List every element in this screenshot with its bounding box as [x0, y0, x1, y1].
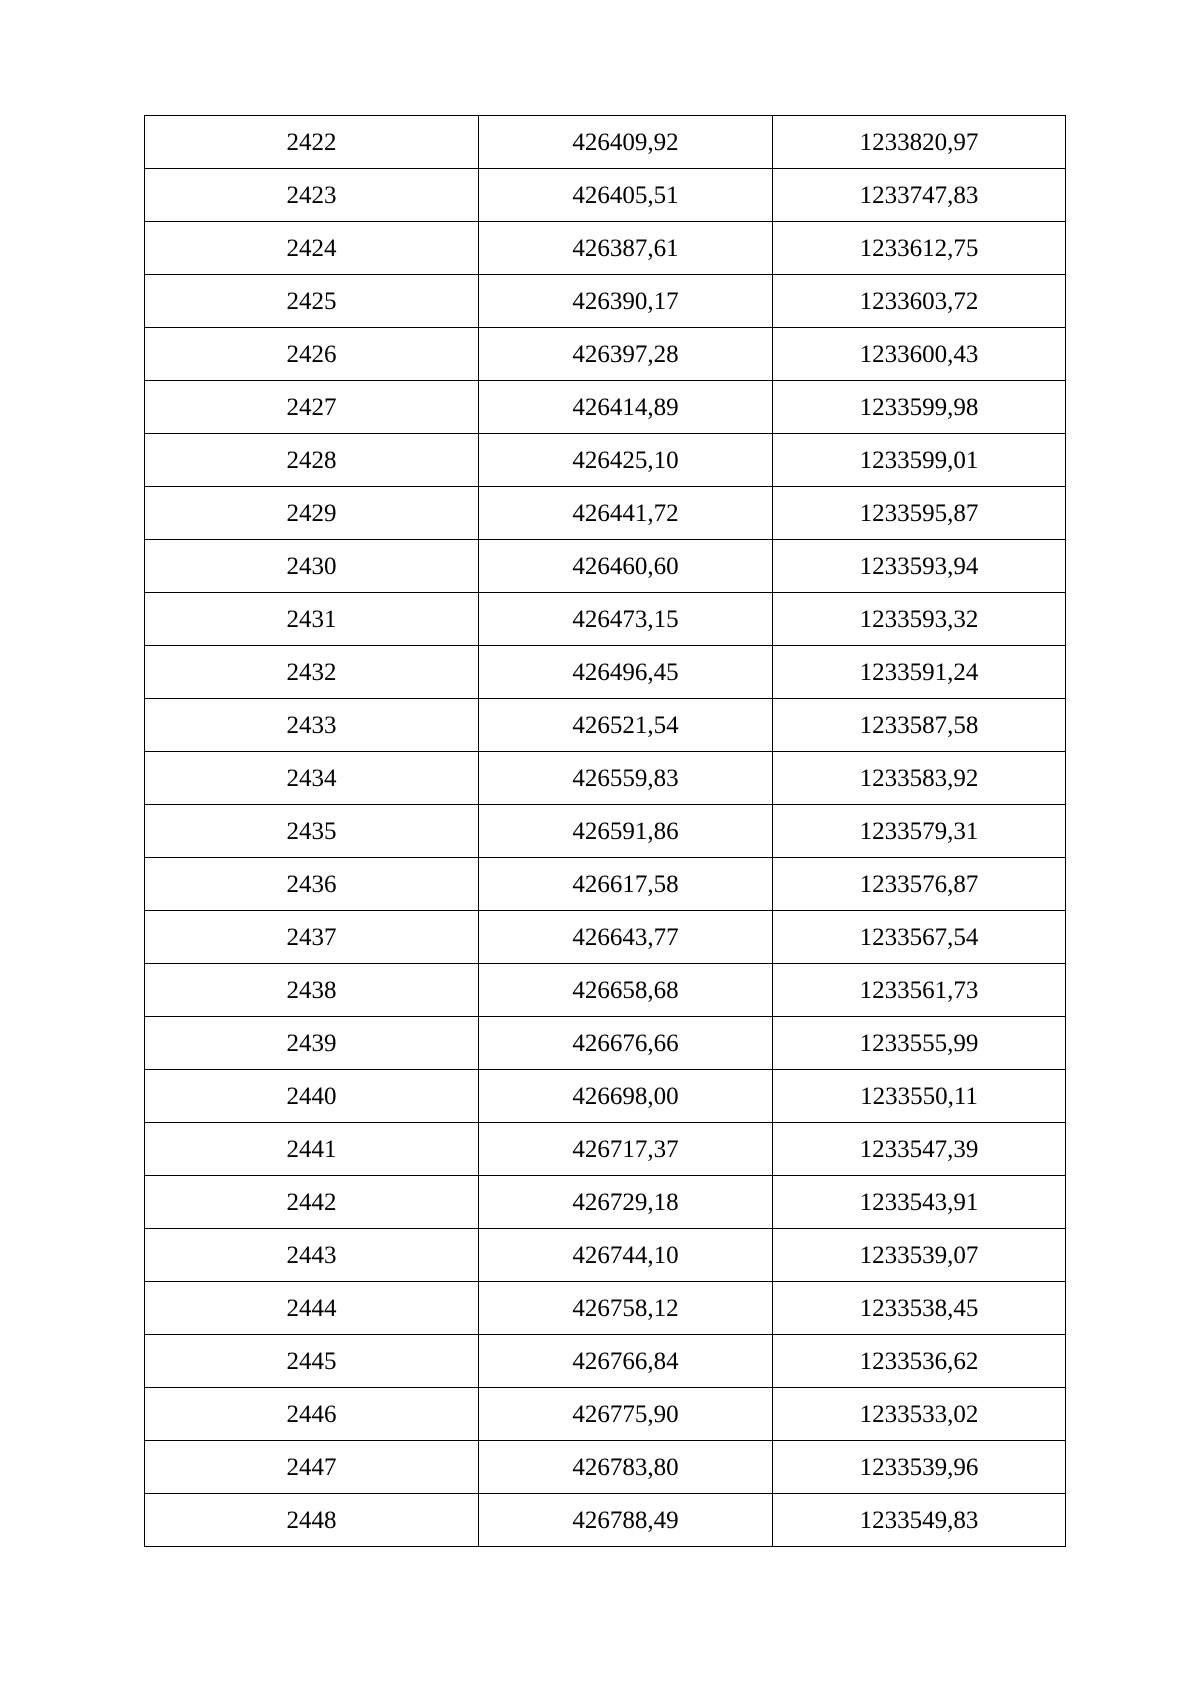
point-number-cell: 2442: [145, 1176, 479, 1229]
y-coordinate-cell: 1233820,97: [773, 116, 1066, 169]
y-coordinate-cell: 1233593,94: [773, 540, 1066, 593]
point-number-cell: 2427: [145, 381, 479, 434]
x-coordinate-cell: 426729,18: [479, 1176, 773, 1229]
x-coordinate-cell: 426591,86: [479, 805, 773, 858]
x-coordinate-cell: 426409,92: [479, 116, 773, 169]
x-coordinate-cell: 426390,17: [479, 275, 773, 328]
y-coordinate-cell: 1233599,01: [773, 434, 1066, 487]
table-row: [145, 1070, 1066, 1123]
y-coordinate-cell: 1233567,54: [773, 911, 1066, 964]
point-number-cell: 2432: [145, 646, 479, 699]
point-number-cell: 2424: [145, 222, 479, 275]
x-coordinate-cell: 426643,77: [479, 911, 773, 964]
x-coordinate-cell: 426460,60: [479, 540, 773, 593]
x-coordinate-cell: 426744,10: [479, 1229, 773, 1282]
point-number-cell: 2440: [145, 1070, 479, 1123]
x-coordinate-cell: 426473,15: [479, 593, 773, 646]
point-number-cell: 2423: [145, 169, 479, 222]
y-coordinate-cell: 1233539,96: [773, 1441, 1066, 1494]
y-coordinate-cell: 1233576,87: [773, 858, 1066, 911]
x-coordinate-cell: 426496,45: [479, 646, 773, 699]
point-number-cell: 2445: [145, 1335, 479, 1388]
y-coordinate-cell: 1233583,92: [773, 752, 1066, 805]
point-number-cell: 2435: [145, 805, 479, 858]
point-number-cell: 2447: [145, 1441, 479, 1494]
y-coordinate-cell: 1233538,45: [773, 1282, 1066, 1335]
table-row: [145, 805, 1066, 858]
table-row: [145, 1229, 1066, 1282]
y-coordinate-cell: 1233587,58: [773, 699, 1066, 752]
point-number-cell: 2436: [145, 858, 479, 911]
point-number-cell: 2441: [145, 1123, 479, 1176]
x-coordinate-cell: 426788,49: [479, 1494, 773, 1547]
point-number-cell: 2437: [145, 911, 479, 964]
coordinates-table-body: [145, 116, 1066, 1547]
x-coordinate-cell: 426758,12: [479, 1282, 773, 1335]
y-coordinate-cell: 1233593,32: [773, 593, 1066, 646]
y-coordinate-cell: 1233533,02: [773, 1388, 1066, 1441]
table-row: [145, 752, 1066, 805]
table-row: [145, 328, 1066, 381]
y-coordinate-cell: 1233561,73: [773, 964, 1066, 1017]
x-coordinate-cell: 426441,72: [479, 487, 773, 540]
table-row: [145, 646, 1066, 699]
table-row: [145, 222, 1066, 275]
y-coordinate-cell: 1233603,72: [773, 275, 1066, 328]
point-number-cell: 2438: [145, 964, 479, 1017]
x-coordinate-cell: 426698,00: [479, 1070, 773, 1123]
table-row: [145, 1017, 1066, 1070]
x-coordinate-cell: 426521,54: [479, 699, 773, 752]
table-row: [145, 275, 1066, 328]
table-row: [145, 858, 1066, 911]
y-coordinate-cell: 1233543,91: [773, 1176, 1066, 1229]
table-row: [145, 1123, 1066, 1176]
y-coordinate-cell: 1233591,24: [773, 646, 1066, 699]
point-number-cell: 2443: [145, 1229, 479, 1282]
point-number-cell: 2428: [145, 434, 479, 487]
table-row: [145, 169, 1066, 222]
table-row: [145, 116, 1066, 169]
y-coordinate-cell: 1233579,31: [773, 805, 1066, 858]
point-number-cell: 2433: [145, 699, 479, 752]
table-row: [145, 911, 1066, 964]
point-number-cell: 2448: [145, 1494, 479, 1547]
point-number-cell: 2446: [145, 1388, 479, 1441]
point-number-cell: 2425: [145, 275, 479, 328]
point-number-cell: 2426: [145, 328, 479, 381]
point-number-cell: 2429: [145, 487, 479, 540]
x-coordinate-cell: 426559,83: [479, 752, 773, 805]
table-row: [145, 1176, 1066, 1229]
table-row: [145, 1441, 1066, 1494]
x-coordinate-cell: 426783,80: [479, 1441, 773, 1494]
point-number-cell: 2444: [145, 1282, 479, 1335]
table-row: [145, 699, 1066, 752]
y-coordinate-cell: 1233547,39: [773, 1123, 1066, 1176]
table-row: [145, 434, 1066, 487]
x-coordinate-cell: 426405,51: [479, 169, 773, 222]
y-coordinate-cell: 1233595,87: [773, 487, 1066, 540]
point-number-cell: 2422: [145, 116, 479, 169]
x-coordinate-cell: 426676,66: [479, 1017, 773, 1070]
point-number-cell: 2431: [145, 593, 479, 646]
x-coordinate-cell: 426658,68: [479, 964, 773, 1017]
x-coordinate-cell: 426425,10: [479, 434, 773, 487]
y-coordinate-cell: 1233536,62: [773, 1335, 1066, 1388]
x-coordinate-cell: 426397,28: [479, 328, 773, 381]
point-number-cell: 2430: [145, 540, 479, 593]
y-coordinate-cell: 1233550,11: [773, 1070, 1066, 1123]
y-coordinate-cell: 1233612,75: [773, 222, 1066, 275]
table-row: [145, 1335, 1066, 1388]
point-number-cell: 2439: [145, 1017, 479, 1070]
table-row: [145, 1388, 1066, 1441]
y-coordinate-cell: 1233747,83: [773, 169, 1066, 222]
x-coordinate-cell: 426766,84: [479, 1335, 773, 1388]
y-coordinate-cell: 1233599,98: [773, 381, 1066, 434]
y-coordinate-cell: 1233555,99: [773, 1017, 1066, 1070]
x-coordinate-cell: 426775,90: [479, 1388, 773, 1441]
table-row: [145, 964, 1066, 1017]
table-row: [145, 381, 1066, 434]
table-row: [145, 593, 1066, 646]
point-number-cell: 2434: [145, 752, 479, 805]
x-coordinate-cell: 426387,61: [479, 222, 773, 275]
table-row: [145, 540, 1066, 593]
table-row: [145, 1494, 1066, 1547]
y-coordinate-cell: 1233539,07: [773, 1229, 1066, 1282]
table-row: [145, 487, 1066, 540]
coordinates-table: [144, 115, 1066, 1547]
x-coordinate-cell: 426617,58: [479, 858, 773, 911]
y-coordinate-cell: 1233549,83: [773, 1494, 1066, 1547]
table-row: [145, 1282, 1066, 1335]
y-coordinate-cell: 1233600,43: [773, 328, 1066, 381]
x-coordinate-cell: 426717,37: [479, 1123, 773, 1176]
x-coordinate-cell: 426414,89: [479, 381, 773, 434]
